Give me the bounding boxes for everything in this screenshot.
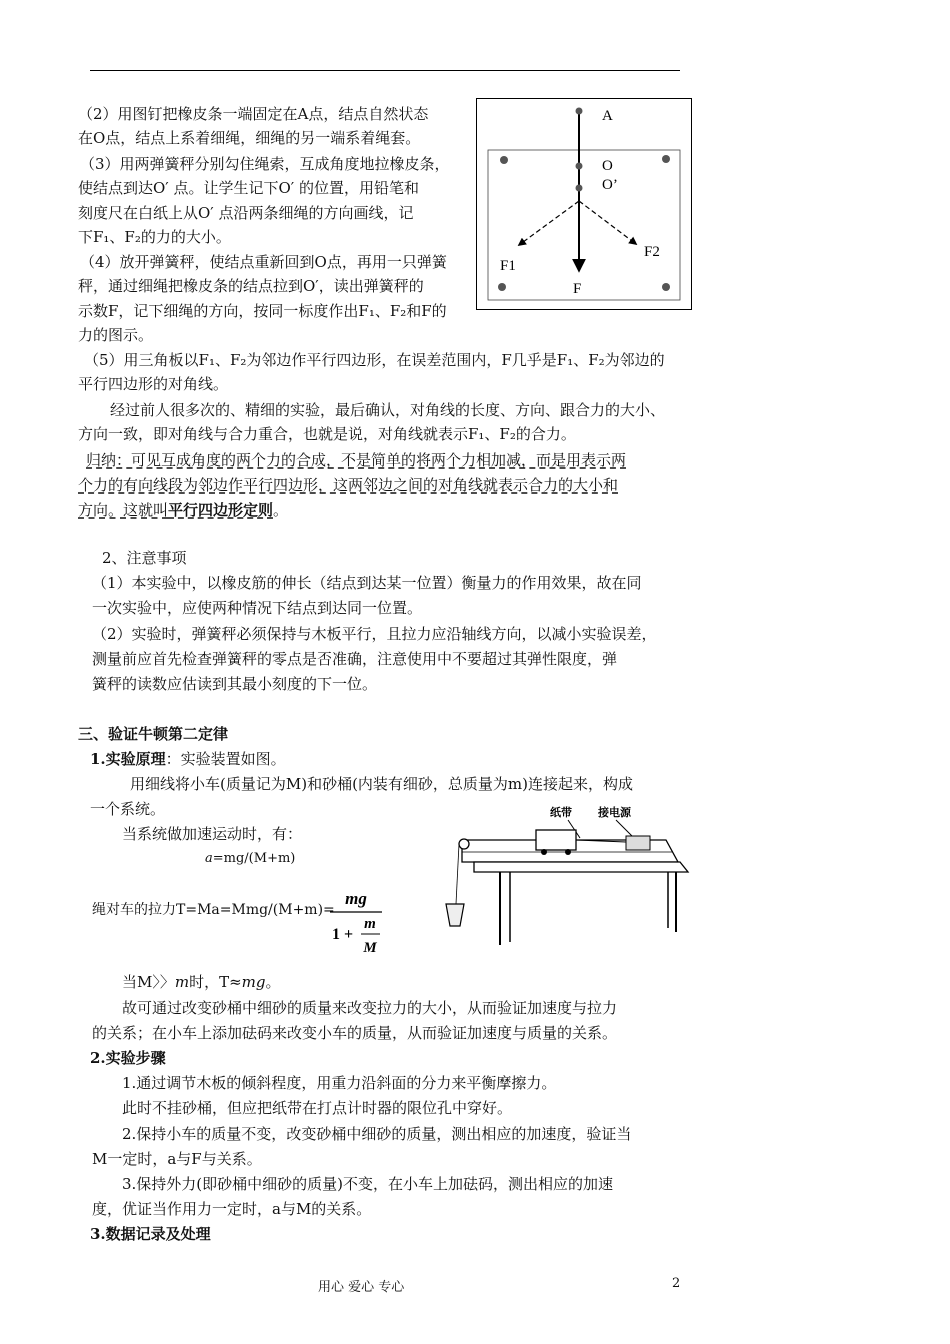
data-label: 3.数据记录及处理	[90, 1225, 211, 1243]
note2-line2: 测量前应首先检查弹簧秤的零点是否准确，注意使用中不要超过其弹性限度，弹	[92, 650, 618, 668]
force-diagram	[476, 98, 692, 310]
step3-line1: （3）用两弹簧秤分别勾住绳索，互成角度地拉橡皮条，	[80, 155, 450, 173]
cart	[536, 830, 576, 850]
point-O-prime	[576, 185, 583, 192]
principle-line	[90, 747, 286, 771]
pulley	[459, 839, 469, 849]
step4-line3: 示数F，记下细绳的方向，按同一标度作出F₁、F₂和F的	[78, 302, 447, 320]
label-power: 接电源	[598, 806, 631, 819]
principle-p1-line1: 用细线将小车(质量记为M)和砂桶(内装有细砂，总质量为m)连接起来，构成	[130, 775, 633, 793]
steps-label: 2.实验步骤	[90, 1049, 166, 1067]
step4-line2: 秤，通过细绳把橡皮条的结点拉到O′，读出弹簧秤的	[78, 277, 424, 295]
timer	[626, 836, 650, 850]
diagram-frame	[477, 99, 692, 310]
step4-line1: （4）放开弹簧秤，使结点重新回到O点，再用一只弹簧	[80, 253, 447, 271]
step1-line2: 此时不挂砂桶，但应把纸带在打点计时器的限位孔中穿好。	[122, 1099, 513, 1117]
step4-line4: 力的图示。	[78, 326, 154, 344]
step2-line1: （2）用图钉把橡皮条一端固定在A点，结点自然状态	[78, 105, 429, 123]
fraction-numerator: mg	[345, 889, 367, 908]
conclusion-line1: 经过前人很多次的、精细的实验，最后确认，对角线的长度、方向、跟合力的大小、	[110, 401, 666, 419]
conclusion-line2: 方向一致，即对角线与合力重合，也就是说，对角线就表示F₁、F₂的合力。	[78, 425, 576, 443]
summary-line3	[78, 498, 288, 522]
principle-p3-line2: 的关系；在小车上添加砝码来改变小车的质量，从而验证加速度与质量的关系。	[92, 1024, 618, 1042]
fraction-den-1: 1 +	[332, 926, 354, 943]
summary-line3-text: 方向。这就叫	[78, 501, 169, 519]
note2-line3: 簧秤的读数应估读到其最小刻度的下一位。	[92, 675, 378, 693]
pin-top-left	[500, 156, 508, 164]
summary-line3-end: 。	[273, 501, 289, 519]
step2b-line2: M一定时，a与F与关系。	[92, 1150, 262, 1168]
label-F1: F1	[500, 258, 516, 274]
label-F: F	[573, 281, 582, 297]
sand-bucket	[446, 904, 464, 926]
point-O	[576, 163, 583, 170]
notes-heading: 2、注意事项	[102, 549, 187, 567]
page-number: 2	[672, 1276, 681, 1291]
summary-line2: 个力的有向线段为邻边作平行四边形，这两邻边之间的对角线就表示合力的大小和	[78, 476, 619, 494]
principle-label: 1.实验原理	[90, 750, 166, 768]
pin-bottom-right	[662, 283, 670, 291]
cond-d: mg	[241, 973, 266, 991]
fraction-den-m: m	[364, 916, 376, 932]
point-A	[576, 108, 583, 115]
cart-apparatus-figure	[440, 800, 690, 950]
step3b-line2: 度，优证当作用力一定时，a与M的关系。	[92, 1200, 372, 1218]
table-top	[474, 862, 688, 872]
step3-line2: 使结点到达O′ 点。让学生记下O′ 的位置，用铅笔和	[78, 179, 419, 197]
condition-line	[122, 970, 281, 994]
pin-bottom-left	[498, 283, 506, 291]
principle-p1-line2: 一个系统。	[90, 800, 166, 818]
principle-text: ：实验装置如图。	[165, 750, 286, 768]
step5-line2: 平行四边形的对角线。	[78, 375, 229, 393]
fraction-den-M: M	[363, 940, 377, 956]
note2-line1: （2）实验时，弹簧秤必须保持与木板平行，且拉力应沿轴线方向，以减小实验误差，	[92, 625, 657, 643]
header-rule	[90, 70, 680, 71]
step3-line3: 刻度尺在白纸上从O′ 点沿两条细绳的方向画线，记	[78, 204, 414, 222]
step2b-line1: 2.保持小车的质量不变，改变砂桶中细砂的质量，测出相应的加速度，验证当	[122, 1125, 632, 1143]
cond-a: 当M〉〉	[122, 973, 175, 991]
formula-acceleration	[205, 847, 295, 871]
formula-rhs: =mg/(M+m)	[212, 851, 296, 866]
pin-top-right	[662, 155, 670, 163]
section3-title: 三、验证牛顿第二定律	[78, 725, 229, 743]
note1-line1: （1）本实验中，以橡皮筋的伸长（结点到达某一位置）衡量力的作用效果，故在同	[92, 574, 642, 592]
label-O: O	[602, 158, 613, 174]
step1-line1: 1.通过调节木板的倾斜程度，用重力沿斜面的分力来平衡摩擦力。	[122, 1074, 557, 1092]
cond-c: 时，T≈	[189, 973, 242, 991]
tension-fraction	[328, 884, 384, 960]
label-A: A	[602, 108, 613, 124]
step2-line2: 在O点，结点上系着细绳，细绳的另一端系着绳套。	[78, 129, 421, 147]
power-pointer	[616, 820, 632, 836]
formula-a: a	[205, 851, 213, 866]
label-F2: F2	[644, 244, 660, 260]
step3b-line1: 3.保持外力(即砂桶中细砂的质量)不变，在小车上加砝码，测出相应的加速	[122, 1175, 614, 1193]
footer-motto: 用心 爱心 专心	[318, 1280, 405, 1295]
principle-p3-line1: 故可通过改变砂桶中细砂的质量来改变拉力的大小，从而验证加速度与拉力	[122, 999, 618, 1017]
label-O-prime: O’	[602, 177, 618, 193]
principle-p2: 当系统做加速运动时，有：	[122, 825, 303, 843]
note1-line2: 一次实验中，应使两种情况下结点到达同一位置。	[92, 599, 423, 617]
cond-e: 。	[265, 973, 281, 991]
label-tape: 纸带	[550, 806, 572, 819]
cond-b: m	[174, 973, 190, 991]
tension-formula: 绳对车的拉力T=Ma=Mmg/(M+m)=	[92, 902, 335, 918]
parallelogram-rule: 平行四边形定则	[168, 501, 274, 519]
step5-line1: （5）用三角板以F₁、F₂为邻边作平行四边形，在误差范围内，F几乎是F₁、F₂为邻边的	[84, 351, 665, 369]
summary-line1: 归纳：可见互成角度的两个力的合成，不是简单的将两个力相加减，而是用表示两	[86, 451, 627, 469]
step3-line4: 下F₁、F₂的力的大小。	[78, 228, 231, 246]
